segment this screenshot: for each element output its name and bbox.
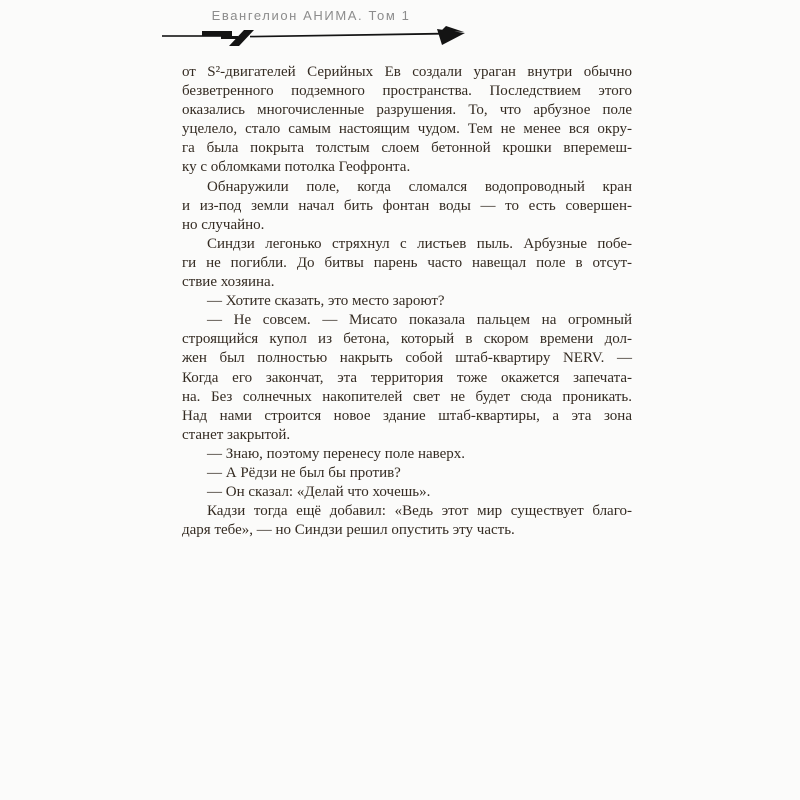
text-line: на. Без солнечных накопителей свет не будет сюда проникать. <box>182 388 632 405</box>
text-line: — Не совсем. — Мисато показала пальцем на огромный <box>207 312 632 329</box>
text-line: уцелело, стало самым настоящим чудом. Тем не менее вся окру- <box>182 121 632 138</box>
text-line: ги не погибли. До битвы парень часто навещал поле в отсут- <box>182 254 632 271</box>
text-line: ствие хозяина. <box>182 274 275 291</box>
page-header <box>150 8 472 23</box>
text-line: безветренного подземного пространства. Последствием этого <box>182 83 632 100</box>
text-line: — А Рёдзи не был бы против? <box>207 464 401 481</box>
text-line: но случайно. <box>182 216 265 233</box>
text-line: Когда его закончат, эта территория тоже окажется запечата- <box>182 369 632 386</box>
text-line: оказались многочисленные разрушения. То, что арбузное поле <box>182 102 632 119</box>
text-line: ку с обломками потолка Геофронта. <box>182 159 411 176</box>
text-line: даря тебе», — но Синдзи решил опустить эту часть. <box>182 522 515 539</box>
text-line: Кадзи тогда ещё добавил: «Ведь этот мир существует благо- <box>207 503 632 520</box>
text-line: от S²-двигателей Серийных Ев создали ураган внутри обычно <box>182 64 632 80</box>
text-line: жен был полностью накрыть собой штаб-квартиру NERV. — <box>182 350 632 367</box>
text-line: Над нами строится новое здание штаб-квартиры, а эта зона <box>182 407 632 424</box>
text-line: станет закрытой. <box>182 426 291 443</box>
text-line: Обнаружили поле, когда сломался водопроводный кран <box>207 178 632 195</box>
text-line: Синдзи легонько стряхнул с листьев пыль. Арбузные побе- <box>207 235 632 252</box>
text-line: строящийся купол из бетона, который в скором времени дол- <box>182 331 632 348</box>
text-line: га была покрыта толстым слоем бетонной крошки вперемеш- <box>182 140 632 157</box>
running-title: Евангелион АНИМА. Том 1 <box>211 8 411 23</box>
body-text <box>182 63 632 540</box>
text-line: — Знаю, поэтому перенесу поле наверх. <box>207 445 466 462</box>
text-line: — Он сказал: «Делай что хочешь». <box>207 484 431 501</box>
text-line: — Хотите сказать, это место зароют? <box>207 293 445 310</box>
header-rule-decoration <box>155 24 470 50</box>
text-line: и из-под земли начал бить фонтан воды — то есть совершен- <box>182 197 632 214</box>
